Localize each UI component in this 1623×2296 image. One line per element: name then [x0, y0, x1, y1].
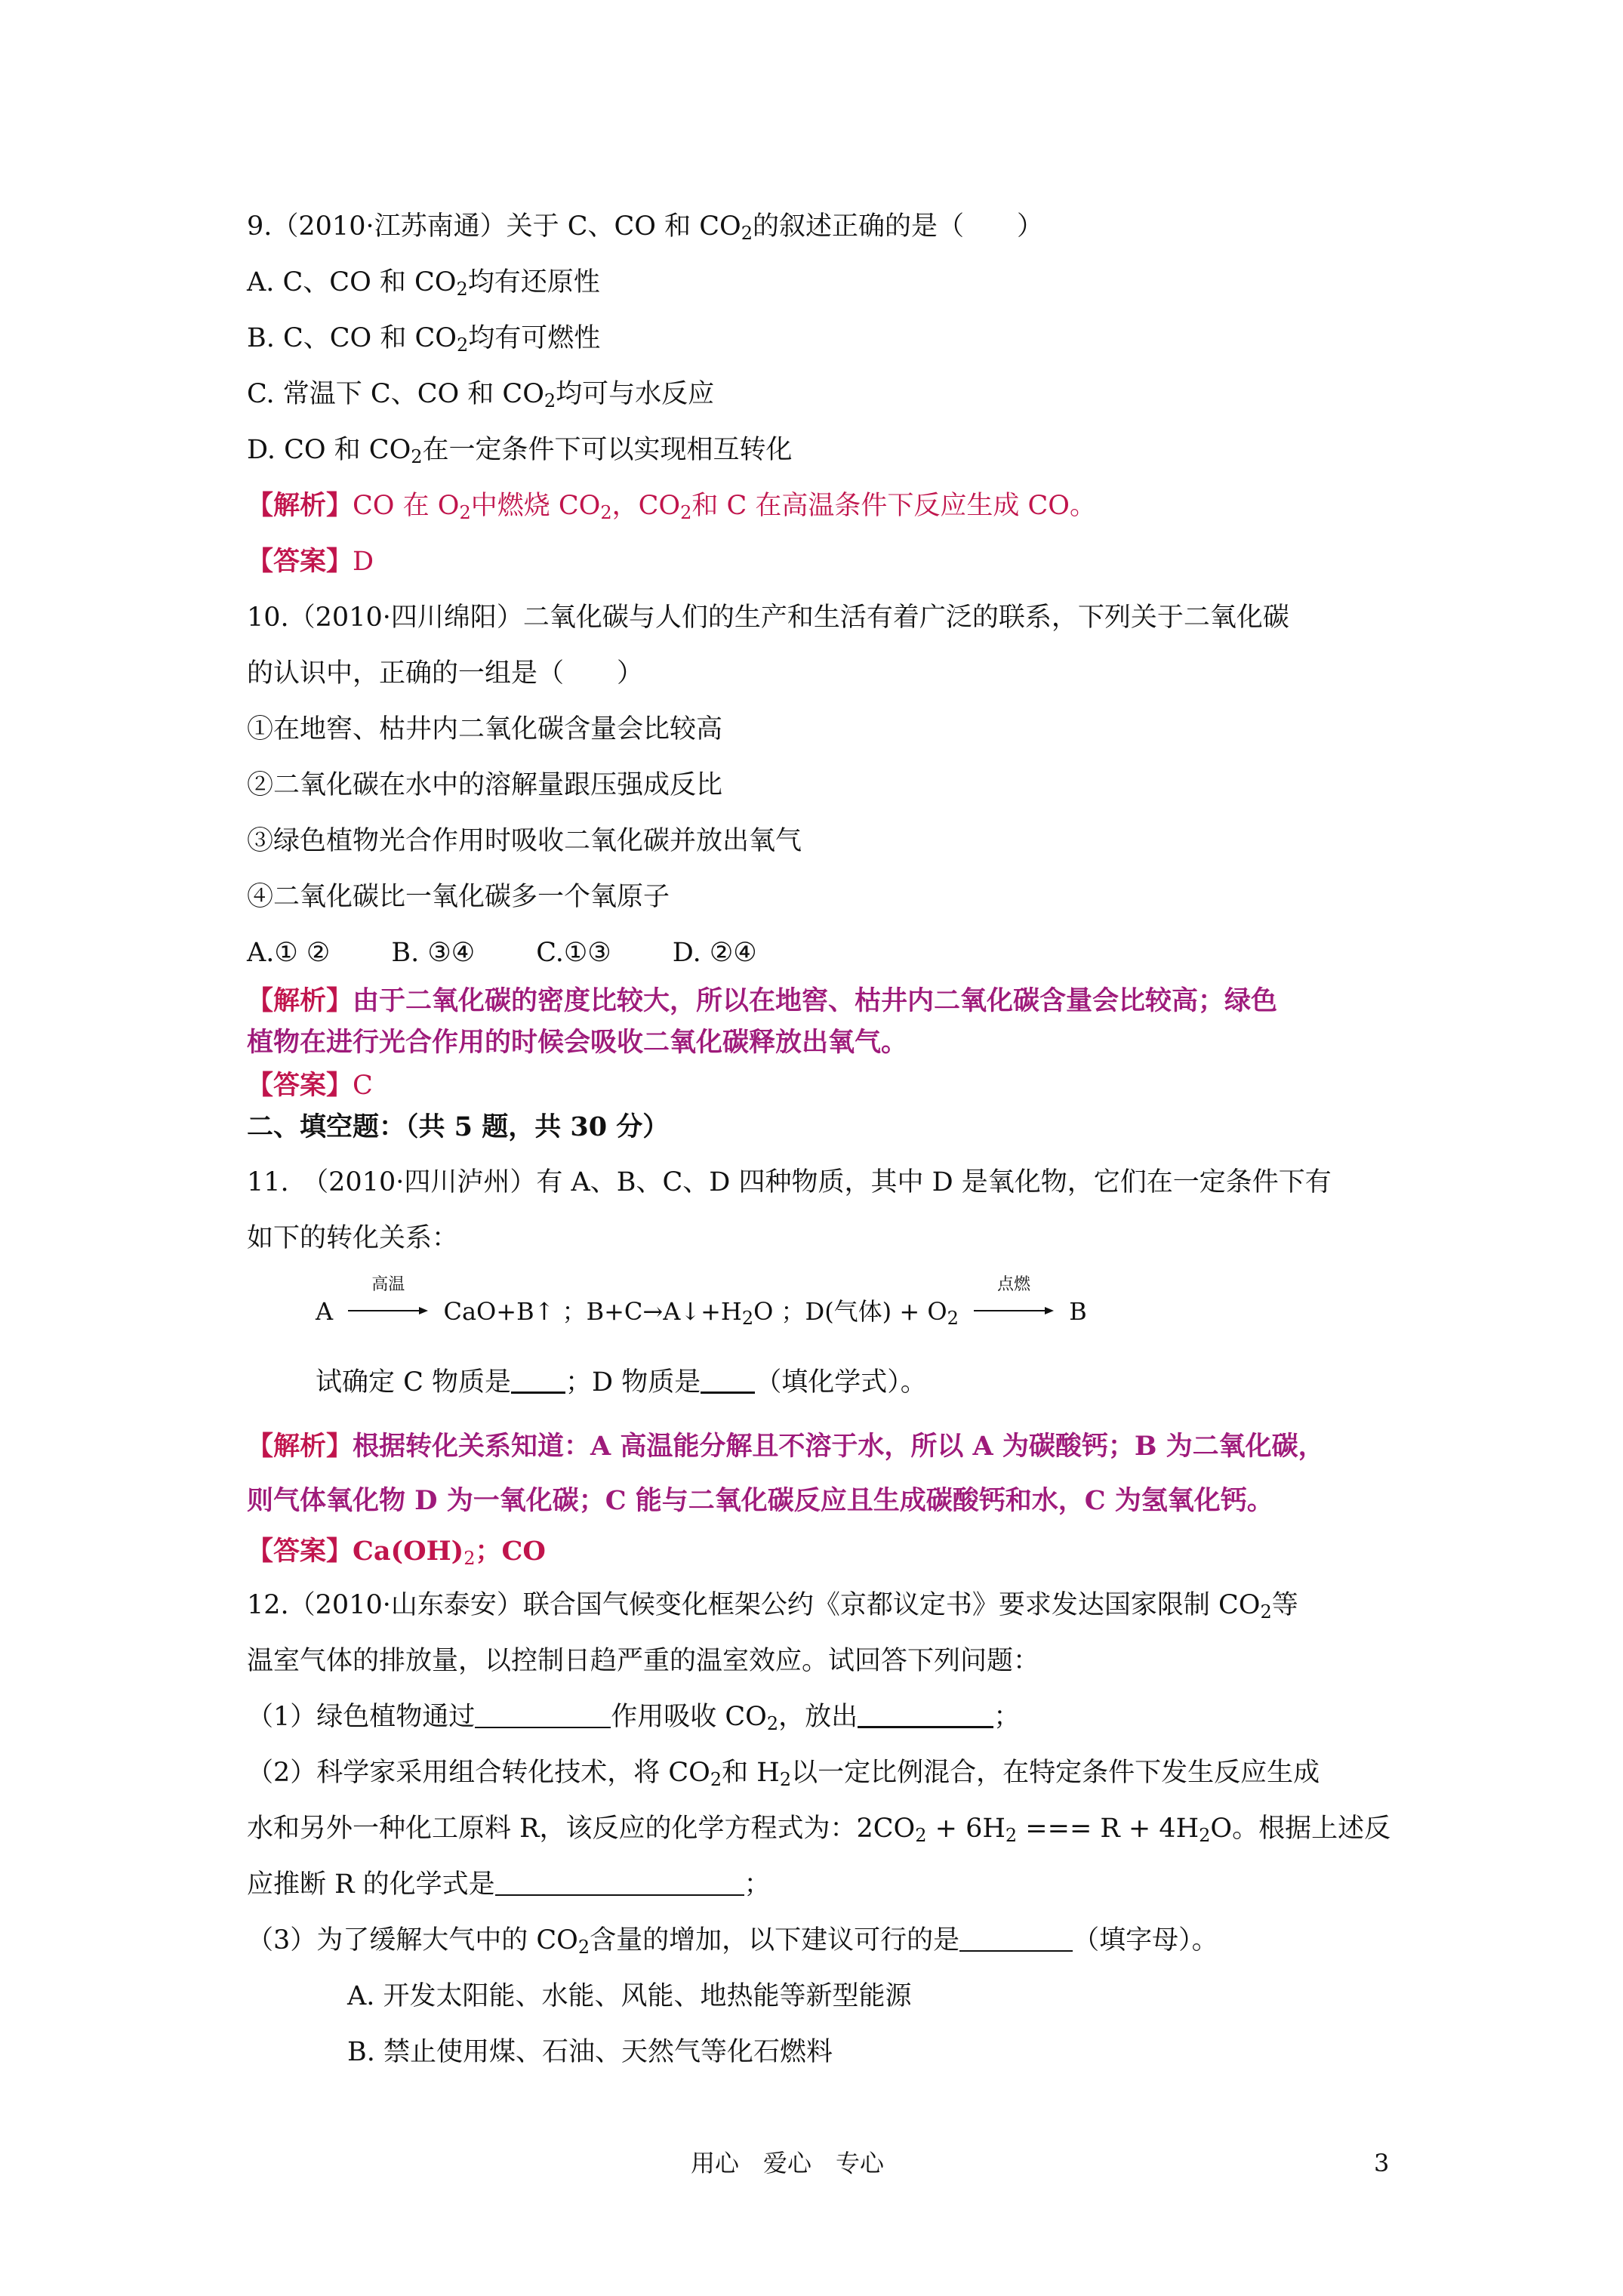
- q9-option-d: D. CO 和 $CO_2$在一定条件下可以实现相互转化: [247, 435, 793, 467]
- q10-answer: 【答案】C: [247, 1070, 373, 1101]
- q9-analysis: 【解析】CO 在 $O_2$中燃烧 $CO_2$，$CO_2$和 C 在高温条件下反应生成 CO。: [247, 490, 1097, 523]
- q12-blank-2: [858, 1700, 993, 1728]
- q9-option-a: A. C、CO 和 $CO_2$均有还原性: [247, 267, 600, 300]
- q12-part1: （1）绿色植物通过 作用吸收 $CO_2$，放出 ；: [247, 1702, 1021, 1734]
- q12-option-a: A. 开发太阳能、水能、风能、地热能等新型能源: [347, 1981, 912, 2011]
- q11-answer: 【答案】$Ca(OH)_2$；CO: [247, 1536, 546, 1569]
- q9-option-c: C. 常温下 C、CO 和 $CO_2$均可与水反应: [247, 379, 715, 411]
- reaction-arrow-high-temp: 高温: [346, 1296, 430, 1318]
- q11-blank-d: [701, 1366, 755, 1394]
- q11-prompt: 试确定 C 物质是 ；D 物质是 （填化学式）。: [316, 1367, 927, 1398]
- page-number: 3: [1374, 2149, 1390, 2177]
- reaction-arrow-ignite: 点燃: [972, 1296, 1055, 1318]
- q11-blank-c: [511, 1366, 565, 1394]
- q12-part2-line2: 水和另外一种化工原料 R，该反应的化学方程式为：$2CO_2 + 6H_2$ === $R + 4H_2O$。根据上述反: [247, 1814, 1391, 1846]
- q11-analysis-line1: 【解析】根据转化关系知道：A 高温能分解且不溶于水，所以 A 为碳酸钙；B 为二氧化碳，: [247, 1431, 1325, 1462]
- q12-part2-line1: （2）科学家采用组合转化技术，将 $CO_2$和 $H_2$以一定比例混合，在特定条件下发生反应生成: [247, 1758, 1320, 1790]
- q9-answer: 【答案】D: [247, 546, 374, 577]
- q9-option-b: B. C、CO 和 $CO_2$均有可燃性: [247, 323, 601, 356]
- q12-part3: （3）为了缓解大气中的 $CO_2$含量的增加，以下建议可行的是 （填字母）。: [247, 1925, 1218, 1958]
- q11-equations: A 高温 CaO+B↑ ；$B+C\to A↓+H_2O$ ；D(气体) + $O_2$ 点燃 B: [316, 1275, 1087, 1329]
- q12-stem-line1: 12.（2010·山东泰安）联合国气候变化框架公约《京都议定书》要求发达国家限制 $CO_2$等: [247, 1590, 1298, 1623]
- q10-item-4: ④二氧化碳比一氧化碳多一个氧原子: [247, 882, 670, 912]
- q12-blank-3: [495, 1869, 744, 1896]
- q11-stem-line2: 如下的转化关系：: [247, 1223, 459, 1253]
- q10-item-3: ③绿色植物光合作用时吸收二氧化碳并放出氧气: [247, 826, 802, 856]
- q12-option-b: B. 禁止使用煤、石油、天然气等化石燃料: [347, 2037, 833, 2067]
- q10-analysis-line2: 植物在进行光合作用的时候会吸收二氧化碳释放出氧气。: [247, 1027, 908, 1058]
- q12-blank-4: [959, 1925, 1073, 1952]
- section-heading-fill-in: 二、填空题：（共 5 题，共 30 分）: [247, 1111, 670, 1142]
- q10-item-2: ②二氧化碳在水中的溶解量跟压强成反比: [247, 770, 723, 800]
- footer-motto: 用心 爱心 专心: [691, 2149, 885, 2177]
- q10-options: A.① ② B. ③④ C.①③ D. ②④: [247, 938, 757, 968]
- q9-stem: 9.（2010·江苏南通）关于 C、CO 和 $CO_2$的叙述正确的是（ ）: [247, 211, 1043, 244]
- q11-analysis-line2: 则气体氧化物 D 为一氧化碳；C 能与二氧化碳反应且生成碳酸钙和水，C 为氢氧化钙。: [247, 1485, 1273, 1516]
- q12-blank-1: [475, 1701, 611, 1728]
- q10-stem-line2: 的认识中，正确的一组是（ ）: [247, 658, 644, 689]
- q11-stem-line1: 11. （2010·四川泸州）有 A、B、C、D 四种物质，其中 D 是氧化物，它们在一定条件下有: [247, 1167, 1332, 1197]
- q10-stem-line1: 10.（2010·四川绵阳）二氧化碳与人们的生产和生活有着广泛的联系，下列关于二氧化碳: [247, 603, 1289, 633]
- q12-part2-line3: 应推断 R 的化学式是 ；: [247, 1869, 771, 1900]
- q12-stem-line2: 温室气体的排放量，以控制日趋严重的温室效应。试回答下列问题：: [247, 1646, 1040, 1676]
- q10-item-1: ①在地窖、枯井内二氧化碳含量会比较高: [247, 714, 723, 744]
- q10-analysis-line1: 【解析】由于二氧化碳的密度比较大，所以在地窖、枯井内二氧化碳含量会比较高；绿色: [247, 985, 1278, 1016]
